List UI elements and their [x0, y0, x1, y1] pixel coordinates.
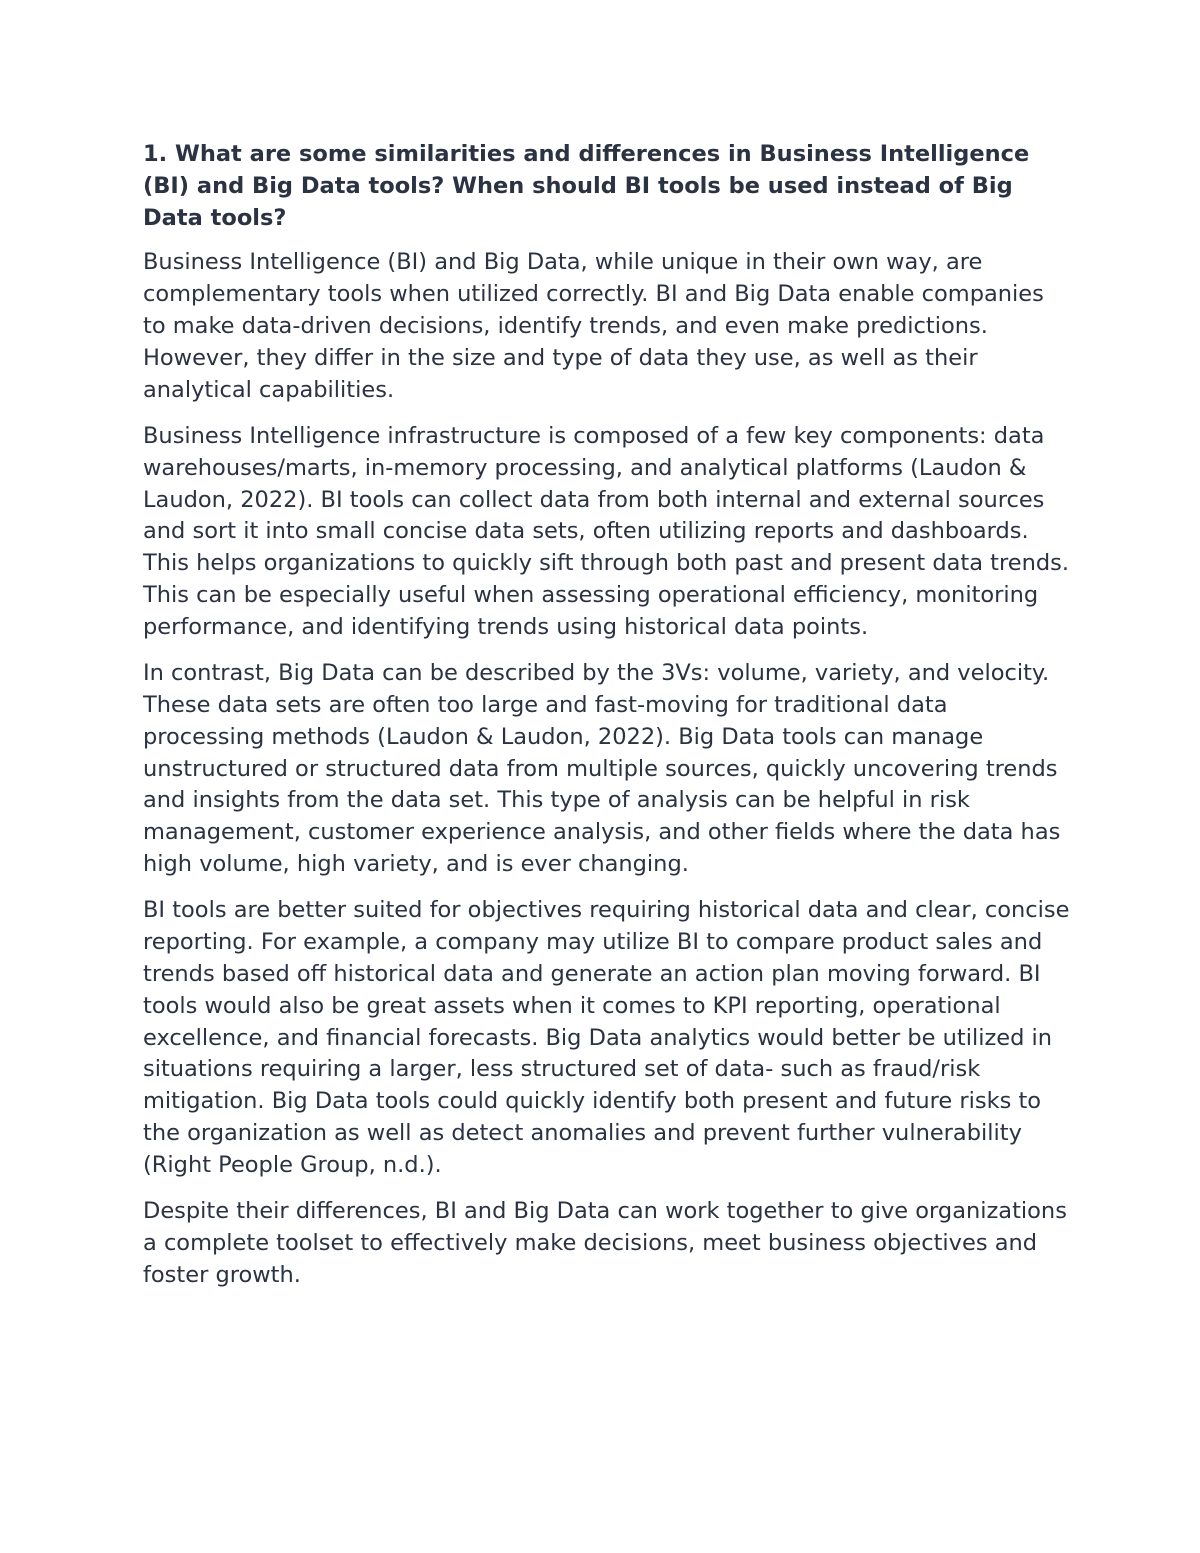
document-body [143, 139, 1073, 1306]
paragraph-intro: Business Intelligence (BI) and Big Data, while unique in their own way, are complementary tools when utilized correctly. BI and Big Data enable companies to make data-driven decisions, identify trends, and even make predictions. However, they differ in the size and type of data they use, as well as their analytical capabilities. [143, 249, 1044, 403]
paragraph-big-data: In contrast, Big Data can be described by the 3Vs: volume, variety, and velocity. These data sets are often too large and fast-moving for traditional data processing methods (Laudon & Laudon, 2022). Big Data tools can manage unstructured or structured data from multiple sources, quickly uncovering trends and insights from the data set. This type of analysis can be helpful in risk management, customer experience analysis, and other fields where the data has high volume, high variety, and is ever changing. [143, 660, 1061, 877]
paragraph-conclusion: Despite their differences, BI and Big Data can work together to give organizations a complete toolset to effectively make decisions, meet business objectives and foster growth. [143, 1198, 1067, 1288]
paragraph-when-to-use: BI tools are better suited for objectives requiring historical data and clear, concise reporting. For example, a company may utilize BI to compare product sales and trends based off historical data and generate an action plan moving forward. BI tools would also be great assets when it comes to KPI reporting, operational excellence, and financial forecasts. Big Data analytics would better be utilized in situations requiring a larger, less structured set of data- such as fraud/risk mitigation. Big Data tools could quickly identify both present and future risks to the organization as well as detect anomalies and prevent further vulnerability (Right People Group, n.d.). [143, 897, 1070, 1178]
question-heading: 1. What are some similarities and differences in Business Intelligence (BI) and Big Data tools? When should BI tools be used instead of Big Data tools? [143, 141, 1030, 231]
paragraph-bi-infrastructure: Business Intelligence infrastructure is composed of a few key components: data warehouses/marts, in-memory processing, and analytical platforms (Laudon & Laudon, 2022). BI tools can collect data from both internal and external sources and sort it into small concise data sets, often utilizing reports and dashboards. This helps organizations to quickly sift through both past and present data trends. This can be especially useful when assessing operational efficiency, monitoring performance, and identifying trends using historical data points. [143, 422, 1069, 640]
